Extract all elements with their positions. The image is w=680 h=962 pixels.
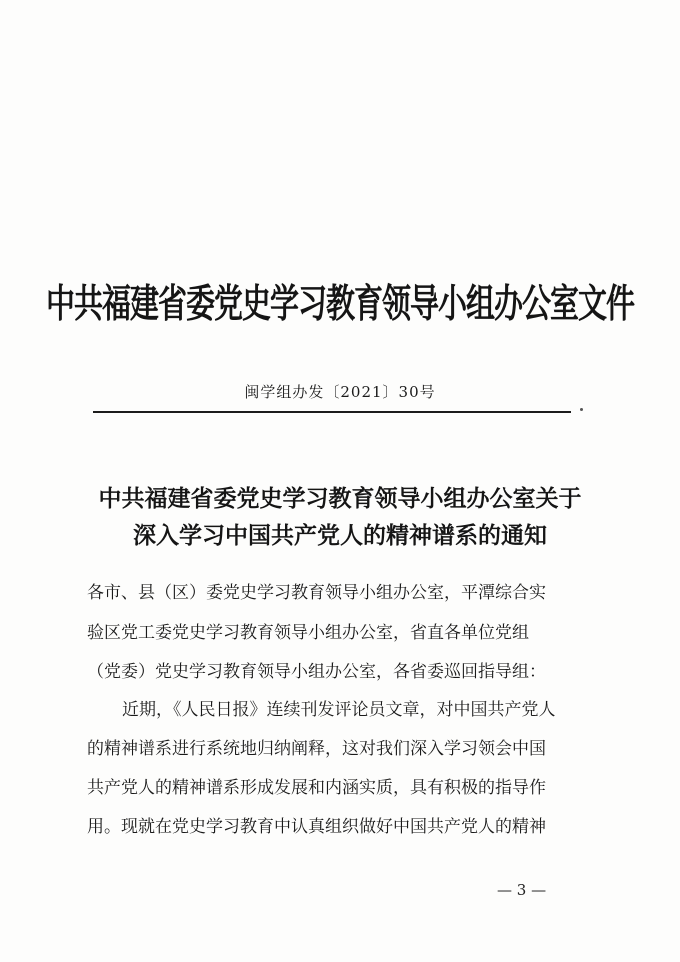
paragraph-line-1: 近期，《人民日报》连续刊发评论员文章，对中国共产党人 <box>122 700 556 720</box>
page-number: — 3 — <box>497 881 547 899</box>
notice-title-line-1: 中共福建省委党史学习教育领导小组办公室关于 <box>98 485 582 512</box>
header-divider <box>93 411 571 413</box>
paragraph-line-2: 的精神谱系进行系统地归纳阐释，这对我们深入学习领会中国 <box>87 739 546 759</box>
paragraph-line-4: 用。现就在党史学习教育中认真组织做好中国共产党人的精神 <box>87 817 546 837</box>
paragraph-line-3: 共产党人的精神谱系形成发展和内涵实质，具有积极的指导作 <box>87 778 546 798</box>
notice-title-line-2: 深入学习中国共产党人的精神谱系的通知 <box>133 522 547 549</box>
red-header-title: 中共福建省委党史学习教育领导小组办公室文件 <box>45 280 634 327</box>
recipient-line-3: （党委）党史学习教育领导小组办公室，各省委巡回指导组： <box>87 662 546 682</box>
divider-speck <box>580 408 583 411</box>
document-number: 闽学组办发〔2021〕30号 <box>244 383 436 401</box>
recipient-line-2: 验区党工委党史学习教育领导小组办公室，省直各单位党组 <box>87 623 529 643</box>
recipient-line-1: 各市、县（区）委党史学习教育领导小组办公室，平潭综合实 <box>87 583 546 603</box>
